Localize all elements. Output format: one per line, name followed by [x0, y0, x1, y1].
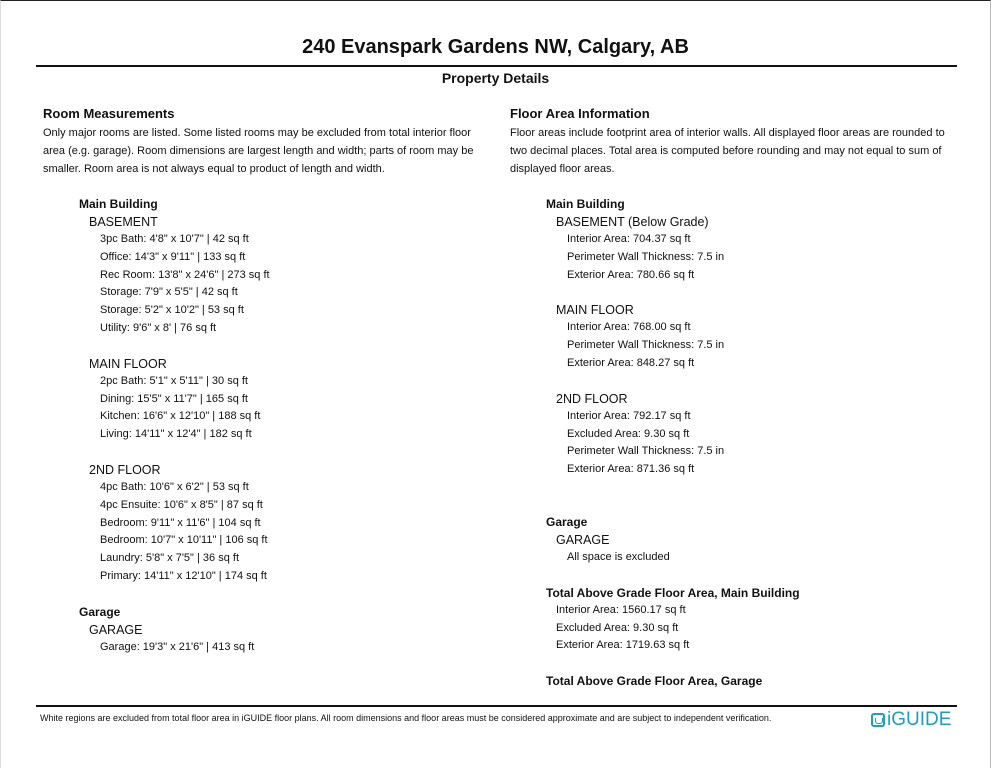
area-line: Interior Area: 768.00 sq ft [567, 321, 691, 334]
building-label-garage: Garage [79, 604, 121, 619]
footer-disclaimer: White regions are excluded from total floor area in iGUIDE floor plans. All room dimensions and floor areas must be considered approximate and are subject to independent verification. [40, 713, 772, 723]
room-item: Dining: 15'5" x 11'7" | 165 sq ft [100, 392, 248, 405]
building-label-garage: Garage [546, 514, 588, 529]
area-line: All space is excluded [567, 550, 670, 563]
room-item: Primary: 14'11" x 12'10" | 174 sq ft [100, 569, 267, 582]
building-label-main: Main Building [546, 197, 625, 211]
area-line: Exterior Area: 848.27 sq ft [567, 356, 695, 369]
room-item: 3pc Bath: 4'8" x 10'7" | 42 sq ft [100, 233, 249, 245]
level-label-garage: GARAGE [89, 622, 143, 637]
area-line: Interior Area: 704.37 sq ft [567, 233, 691, 245]
level-label-2nd-floor: 2ND FLOOR [89, 462, 161, 477]
spacer [510, 655, 960, 672]
page-subtitle: Property Details [441, 70, 550, 86]
spacer [43, 338, 488, 355]
level-label-basement: BASEMENT [89, 215, 158, 229]
floor-area-note: Floor areas include footprint area of interior walls. All displayed floor areas are rounded to two decimal places. Total area is computed before rounding and may not equal to sum of displayed floor areas. [510, 127, 945, 175]
room-item: Storage: 7'9" x 5'5" | 42 sq ft [100, 286, 238, 299]
area-line: Interior Area: 1560.17 sq ft [556, 603, 686, 616]
room-item: Living: 14'11" x 12'4" | 182 sq ft [100, 428, 252, 441]
room-measurements-heading: Room Measurements [43, 106, 175, 121]
area-line: Exterior Area: 780.66 sq ft [567, 268, 695, 281]
room-item: 4pc Ensuite: 10'6" x 8'5" | 87 sq ft [100, 498, 263, 511]
area-line: Excluded Area: 9.30 sq ft [556, 621, 679, 634]
main-floor-room-list [43, 373, 488, 444]
spacer [510, 479, 960, 513]
level-label-main-floor: MAIN FLOOR [556, 303, 634, 318]
room-measurements-section [43, 106, 488, 657]
total-garage-label: Total Above Grade Floor Area, Garage [546, 674, 763, 689]
level-label-garage: GARAGE [556, 532, 610, 547]
room-item: 4pc Bath: 10'6" x 6'2" | 53 sq ft [100, 480, 249, 493]
2nd-floor-room-list [43, 479, 488, 586]
title-divider [36, 65, 957, 67]
spacer [510, 284, 960, 301]
spacer [510, 373, 960, 390]
spacer [43, 444, 488, 461]
area-line: Perimeter Wall Thickness: 7.5 in [567, 250, 725, 263]
room-item: Storage: 5'2" x 10'2" | 53 sq ft [100, 304, 244, 317]
building-label-main: Main Building [79, 197, 158, 211]
page-title: 240 Evanspark Gardens NW, Calgary, AB [302, 36, 689, 58]
room-item: Garage: 19'3" x 21'6" | 413 sq ft [100, 640, 255, 653]
room-item: Bedroom: 10'7" x 10'11" | 106 sq ft [100, 534, 268, 547]
basement-room-list [43, 231, 488, 338]
iguide-logo-icon [871, 713, 885, 727]
footer-divider [36, 705, 957, 707]
floor-area-section [510, 106, 960, 690]
iguide-logo [871, 709, 951, 731]
total-main-building-label: Total Above Grade Floor Area, Main Building [546, 585, 800, 600]
area-line: Exterior Area: 871.36 sq ft [567, 463, 695, 476]
level-label-basement: BASEMENT (Below Grade) [556, 215, 709, 229]
floor-area-heading: Floor Area Information [510, 106, 650, 121]
spacer [510, 567, 960, 584]
room-item: Bedroom: 9'11" x 11'6" | 104 sq ft [100, 516, 261, 529]
room-tree [43, 195, 488, 657]
room-item: 2pc Bath: 5'1" x 5'11" | 30 sq ft [100, 374, 248, 387]
logo-text: iGUIDE [887, 709, 952, 730]
room-item: Utility: 9'6" x 8' | 76 sq ft [100, 321, 217, 334]
area-line: Exterior Area: 1719.63 sq ft [556, 639, 690, 652]
room-item: Laundry: 5'8" x 7'5" | 36 sq ft [100, 552, 240, 565]
area-line: Perimeter Wall Thickness: 7.5 in [567, 339, 725, 352]
area-line: Excluded Area: 9.30 sq ft [567, 427, 690, 440]
area-line: Interior Area: 792.17 sq ft [567, 409, 691, 422]
level-label-main-floor: MAIN FLOOR [89, 356, 167, 371]
room-item: Rec Room: 13'8" x 24'6" | 273 sq ft [100, 268, 270, 281]
level-label-2nd-floor: 2ND FLOOR [556, 391, 628, 406]
floor-area-tree [510, 195, 960, 690]
area-line: Perimeter Wall Thickness: 7.5 in [567, 445, 725, 458]
spacer [43, 586, 488, 603]
room-item: Kitchen: 16'6" x 12'10" | 188 sq ft [100, 410, 261, 423]
room-item: Office: 14'3" x 9'11" | 133 sq ft [100, 250, 246, 263]
room-measurements-note: Only major rooms are listed. Some listed rooms may be excluded from total interior floor area (e.g. garage). Room dimensions are largest length and width; parts of room may be smaller. Room area is not always equal to product of length and width. [43, 127, 474, 175]
